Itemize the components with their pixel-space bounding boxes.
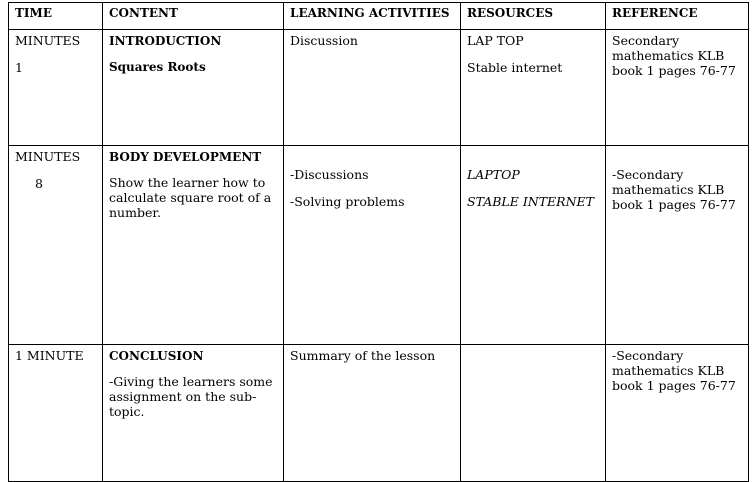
header-time: TIME <box>9 3 103 30</box>
activities-cell <box>284 30 461 146</box>
activity-item: -Solving problems <box>290 193 405 209</box>
header-content: CONTENT <box>103 3 284 30</box>
content-cell <box>103 30 284 146</box>
time-label: MINUTES <box>15 149 81 164</box>
time-label: MINUTES <box>15 33 81 48</box>
table-row <box>9 345 749 482</box>
header-row <box>9 3 749 30</box>
time-cell <box>9 30 103 146</box>
header-reference: REFERENCE <box>606 3 749 30</box>
activities-cell <box>284 345 461 482</box>
table-row <box>9 146 749 345</box>
content-body: Squares Roots <box>109 60 206 75</box>
table-row <box>9 30 749 146</box>
resource-item: Stable internet <box>467 59 563 75</box>
reference-text: Secondary mathematics KLB book 1 pages 76-77 <box>612 33 736 78</box>
time-label: 1 MINUTE <box>15 348 84 363</box>
resources-cell <box>461 30 606 146</box>
content-title: INTRODUCTION <box>109 34 222 48</box>
activity-item: Discussion <box>290 33 358 48</box>
activity-item: -Discussions <box>290 167 369 182</box>
reference-cell <box>606 146 749 345</box>
time-cell <box>9 345 103 482</box>
header-resources: RESOURCES <box>461 3 606 30</box>
time-cell <box>9 146 103 345</box>
header-learning-activities: LEARNING ACTIVITIES <box>284 3 461 30</box>
resources-cell <box>461 345 606 482</box>
resource-item: LAP TOP <box>467 33 524 48</box>
reference-cell <box>606 345 749 482</box>
time-value: 1 <box>15 59 23 75</box>
resources-cell <box>461 146 606 345</box>
content-title: BODY DEVELOPMENT <box>109 150 262 164</box>
content-title: CONCLUSION <box>109 349 204 363</box>
activities-cell <box>284 146 461 345</box>
content-cell <box>103 146 284 345</box>
content-body: -Giving the learners some assignment on the sub-topic. <box>109 374 273 419</box>
resource-item: STABLE INTERNET <box>467 193 594 209</box>
content-cell <box>103 345 284 482</box>
content-body: Show the learner how to calculate square root of a number. <box>109 175 272 220</box>
resource-item: LAPTOP <box>467 167 520 182</box>
lesson-plan-table <box>8 2 749 482</box>
reference-cell <box>606 30 749 146</box>
activity-item: Summary of the lesson <box>290 348 436 363</box>
reference-text: -Secondary mathematics KLB book 1 pages 76-77 <box>612 167 736 212</box>
reference-text: -Secondary mathematics KLB book 1 pages 76-77 <box>612 348 736 393</box>
time-value: 8 <box>35 175 43 191</box>
